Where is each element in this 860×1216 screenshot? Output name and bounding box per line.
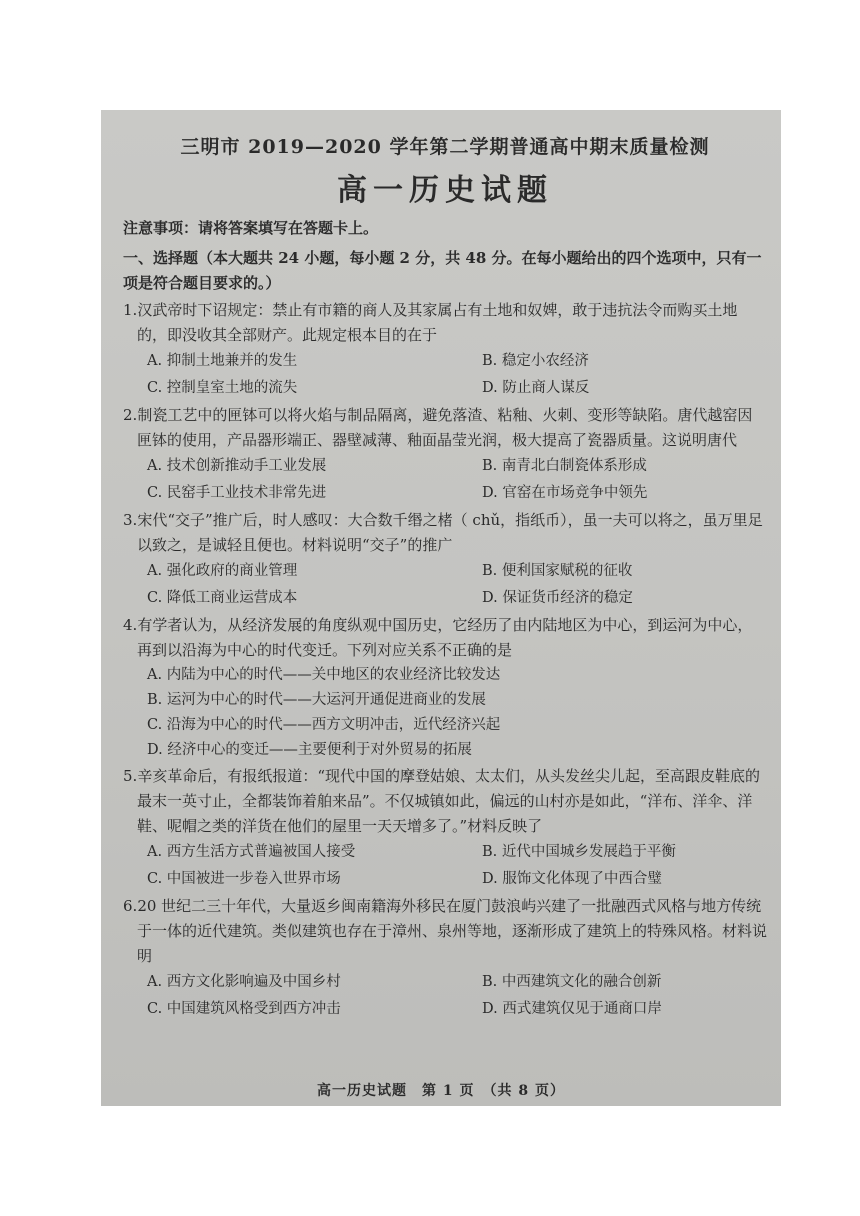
question-number: 5. <box>123 767 138 785</box>
question-stem: 汉武帝时下诏规定：禁止有市籍的商人及其家属占有土地和奴婢，敢于违抗法令而购买土地的，即没收其全部财产。此规定根本目的在于 <box>137 301 738 344</box>
option-c: C. 民窑手工业技术非常先进 <box>147 485 327 501</box>
option-d: D. 保证货币经济的稳定 <box>482 590 633 606</box>
question-stem: 有学者认为，从经济发展的角度纵观中国历史，它经历了由内陆地区为中心，到运河为中心，再到以沿海为中心的时代变迁。下列对应关系不正确的是 <box>137 616 753 659</box>
option-d: D. 服饰文化体现了中西合璧 <box>482 871 662 887</box>
option-c: C. 中国建筑风格受到西方冲击 <box>147 1001 341 1017</box>
option-d: D. 官窑在市场竞争中领先 <box>482 485 648 501</box>
notice: 注意事项：请将答案填写在答题卡上。 <box>123 219 379 237</box>
page-footer: 高一历史试题 第 1 页 （共 8 页） <box>317 1083 565 1099</box>
option-b: B. 中西建筑文化的融合创新 <box>482 974 662 990</box>
option-b: B. 南青北白制瓷体系形成 <box>482 458 647 474</box>
question-1 <box>123 298 767 402</box>
option-b: B. 稳定小农经济 <box>482 353 589 369</box>
option-a: A. 强化政府的商业管理 <box>147 563 298 579</box>
question-number: 6. <box>123 897 138 915</box>
option-c: C. 中国被进一步卷入世界市场 <box>147 871 341 887</box>
option-c: C. 控制皇室土地的流失 <box>147 380 298 396</box>
option-a: A. 抑制土地兼并的发生 <box>147 353 298 369</box>
option-c: C. 沿海为中心的时代——西方文明冲击，近代经济兴起 <box>147 717 501 733</box>
option-b: B. 近代中国城乡发展趋于平衡 <box>482 844 676 860</box>
question-5 <box>123 764 767 893</box>
exam-subject-title: 高一历史试题 <box>337 173 553 208</box>
question-number: 3. <box>123 511 138 529</box>
question-3 <box>123 508 767 612</box>
question-stem: 制瓷工艺中的匣钵可以将火焰与制品隔离，避免落渣、粘釉、火刺、变形等缺陷。唐代越窑因匣钵的使用，产品器形端正、器壁减薄、釉面晶莹光润，极大提高了瓷器质量。这说明唐代 <box>137 406 753 449</box>
options <box>123 663 767 763</box>
section-heading: 一、选择题（本大题共 24 小题，每小题 2 分，共 48 分。在每小题给出的四个选项中，只有一项是符合题目要求的。） <box>123 249 762 292</box>
option-a: A. 内陆为中心的时代——关中地区的农业经济比较发达 <box>147 667 501 683</box>
option-b: B. 运河为中心的时代——大运河开通促进商业的发展 <box>147 692 486 708</box>
question-4 <box>123 613 767 763</box>
question-number: 1. <box>123 301 138 319</box>
options <box>123 348 767 402</box>
option-b: B. 便利国家赋税的征收 <box>482 563 633 579</box>
exam-page <box>101 110 781 1106</box>
options <box>123 969 767 1023</box>
question-number: 2. <box>123 406 138 424</box>
options <box>123 558 767 612</box>
option-d: D. 防止商人谋反 <box>482 380 590 396</box>
option-c: C. 降低工商业运营成本 <box>147 590 298 606</box>
question-stem: 辛亥革命后，有报纸报道：“现代中国的摩登姑娘、太太们，从头发丝尖儿起，至高跟皮鞋底的最末一英寸止，全都装饰着舶来品”。不仅城镇如此，偏远的山村亦是如此，“洋布、洋伞、洋鞋、呢帽之类的洋货在他们的屋里一天天增多了。”材料反映了 <box>137 767 760 835</box>
option-d: D. 西式建筑仅见于通商口岸 <box>482 1001 662 1017</box>
option-a: A. 技术创新推动手工业发展 <box>147 458 327 474</box>
options <box>123 453 767 507</box>
option-a: A. 西方生活方式普遍被国人接受 <box>147 844 356 860</box>
question-stem: 宋代“交子”推广后，时人感叹：大合数千缗之楮（ chǔ，指纸币），虽一夫可以将之，虽万里足以致之，是诚轻且便也。材料说明“交子”的推广 <box>137 511 763 554</box>
options <box>123 839 767 893</box>
exam-header-title: 三明市 2019—2020 学年第二学期普通高中期末质量检测 <box>180 136 710 158</box>
question-6 <box>123 894 767 1023</box>
option-a: A. 西方文化影响遍及中国乡村 <box>147 974 341 990</box>
question-2 <box>123 403 767 507</box>
option-d: D. 经济中心的变迁——主要便利于对外贸易的拓展 <box>147 742 472 758</box>
question-number: 4. <box>123 616 138 634</box>
question-stem: 20 世纪二三十年代，大量返乡闽南籍海外移民在厦门鼓浪屿兴建了一批融西式风格与地方传统于一体的近代建筑。类似建筑也存在于漳州、泉州等地，逐渐形成了建筑上的特殊风格。材料说明 <box>137 897 768 965</box>
